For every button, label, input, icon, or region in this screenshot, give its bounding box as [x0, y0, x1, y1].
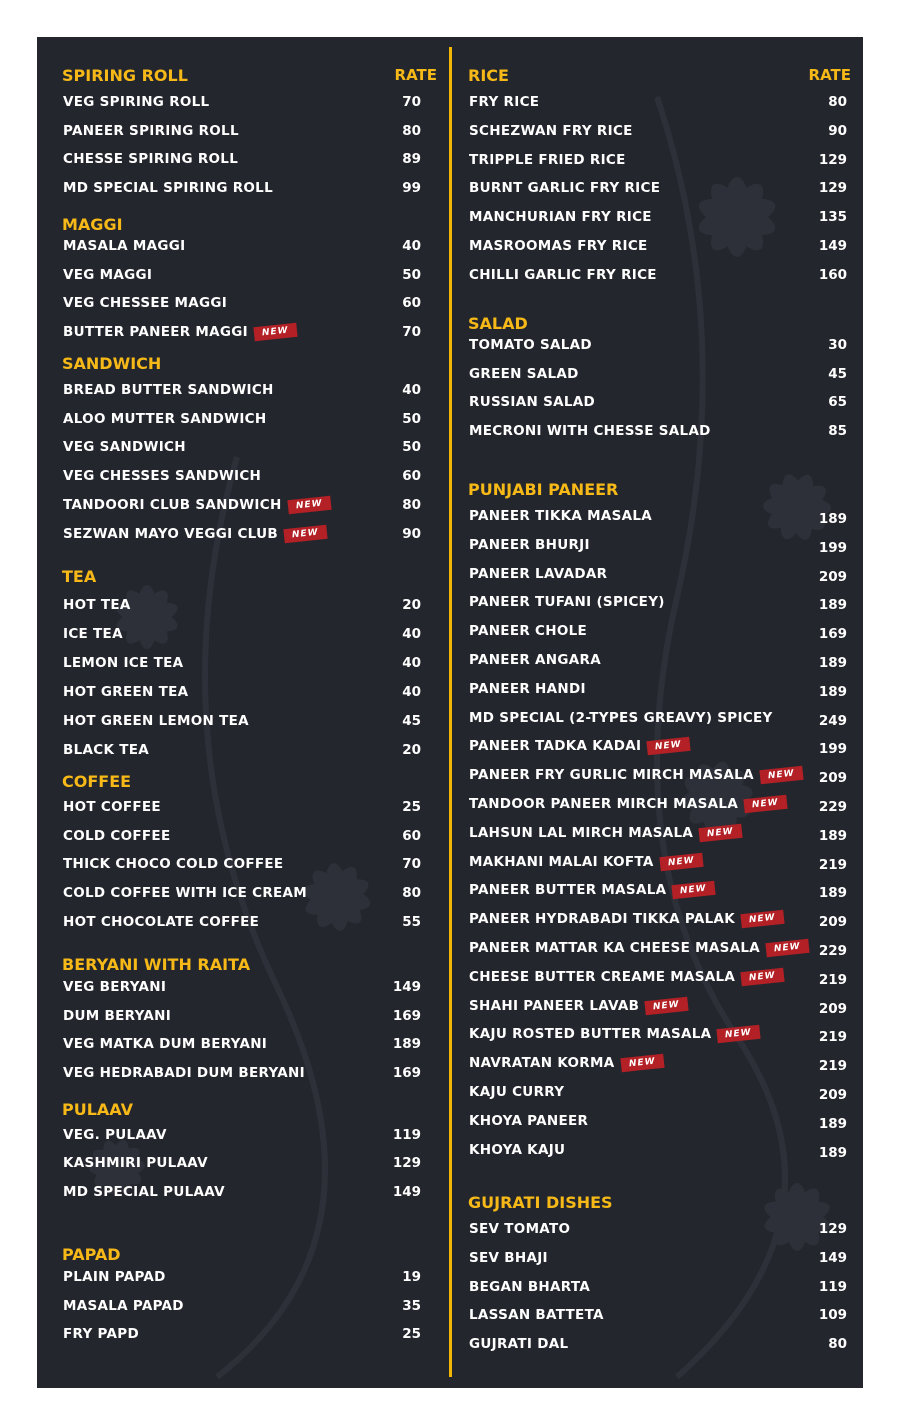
menu-item-name: FRY RICE	[469, 94, 540, 110]
rate-header: RATE	[808, 66, 851, 84]
menu-item-price: 229	[818, 943, 847, 959]
menu-item-price: 60	[402, 295, 421, 312]
menu-item-name: MD SPECIAL PULAAV	[63, 1183, 225, 1200]
menu-item-name: VEG SANDWICH	[63, 439, 186, 456]
menu-item-name: VEG HEDRABADI DUM BERYANI	[63, 1065, 305, 1082]
menu-item-name: LEMON ICE TEA	[63, 655, 184, 671]
menu-item-name: PANEER SPIRING ROLL	[63, 122, 239, 139]
menu-item-price: 119	[818, 1278, 847, 1295]
menu-item-name: ALOO MUTTER SANDWICH	[63, 410, 267, 427]
menu-item-name: GREEN SALAD	[469, 365, 579, 382]
menu-item-price: 90	[828, 122, 847, 139]
menu-item-name: BEGAN BHARTA	[469, 1278, 591, 1295]
menu-item-price: 60	[402, 827, 421, 844]
new-badge: NEW	[699, 824, 743, 842]
menu-item-price: 160	[818, 266, 847, 283]
menu-item-price: 80	[828, 1336, 847, 1353]
menu-item-name: PANEER TUFANI (SPICEY)	[469, 594, 665, 611]
menu-item-name: SEZWAN MAYO VEGGI CLUB NEW	[63, 526, 327, 542]
menu-item-price: 219	[818, 1029, 847, 1046]
menu-item-price: 35	[402, 1297, 421, 1314]
menu-item-name: DUM BERYANI	[63, 1007, 172, 1024]
menu-item-name: PANEER HYDRABADI TIKKA PALAK NEW	[469, 911, 784, 927]
menu-item-name: KHOYA PANEER	[469, 1112, 589, 1129]
menu-item-price: 80	[828, 94, 847, 110]
menu-item-name: HOT CHOCOLATE COFFEE	[63, 913, 260, 930]
menu-item-price: 189	[818, 683, 847, 700]
rate-header: RATE	[394, 66, 437, 84]
new-badge: NEW	[741, 968, 785, 986]
section-title-beryani: BERYANI WITH RAITA	[62, 955, 251, 974]
menu-item-price: 219	[818, 971, 847, 988]
menu-item-price: 40	[402, 626, 421, 642]
menu-item-name: KASHMIRI PULAAV	[63, 1155, 208, 1172]
menu-item-price: 40	[402, 238, 421, 254]
section-title-pulaav: PULAAV	[62, 1100, 133, 1119]
menu-item-name: SEV TOMATO	[469, 1221, 571, 1237]
menu-item-price: 20	[402, 597, 421, 613]
menu-item-name: SCHEZWAN FRY RICE	[469, 122, 633, 139]
menu-item-name: MASALA MAGGI	[63, 238, 186, 254]
section-title-tea: TEA	[62, 567, 97, 586]
section-title-rice: RICE	[468, 66, 509, 85]
section-title-salad: SALAD	[468, 314, 528, 333]
menu-item-name: MD SPECIAL SPIRING ROLL	[63, 180, 273, 197]
menu-item-price: 45	[828, 365, 847, 382]
menu-item-name: TOMATO SALAD	[469, 337, 592, 353]
menu-item-name: COLD COFFEE	[63, 827, 171, 844]
section-title-punjabi: PUNJABI PANEER	[468, 480, 619, 499]
menu-item-name: VEG. PULAAV	[63, 1127, 167, 1143]
menu-item-name: ICE TEA	[63, 626, 123, 642]
menu-item-price: 189	[818, 885, 847, 902]
menu-item-price: 149	[392, 1183, 421, 1200]
new-badge: NEW	[717, 1025, 761, 1043]
menu-item-name: MASALA PAPAD	[63, 1297, 184, 1314]
menu-item-name: PANEER MATTAR KA CHEESE MASALA NEW	[469, 940, 809, 956]
menu-item-price: 25	[402, 1326, 421, 1342]
menu-item-price: 149	[818, 238, 847, 254]
menu-item-name: TRIPPLE FRIED RICE	[469, 151, 626, 168]
menu-item-name: SHAHI PANEER LAVAB NEW	[469, 998, 688, 1014]
menu-item-name: VEG MAGGI	[63, 266, 153, 283]
new-badge: NEW	[645, 996, 689, 1014]
section-title-spiring-roll: SPIRING ROLL	[62, 66, 188, 85]
menu-item-price: 209	[818, 770, 847, 787]
menu-item-price: 209	[818, 1000, 847, 1017]
menu-item-name: PANEER CHOLE	[469, 623, 588, 640]
new-badge: NEW	[283, 524, 327, 542]
section-title-sandwich: SANDWICH	[62, 354, 162, 373]
menu-item-price: 219	[818, 1058, 847, 1075]
menu-item-price: 70	[402, 856, 421, 873]
menu-item-name: MANCHURIAN FRY RICE	[469, 209, 652, 226]
menu-item-price: 129	[818, 151, 847, 168]
menu-item-price: 149	[818, 1249, 847, 1266]
menu-item-price: 55	[402, 913, 421, 930]
menu-item-price: 40	[402, 684, 421, 700]
menu-item-name: NAVRATAN KORMA NEW	[469, 1055, 663, 1071]
new-badge: NEW	[253, 323, 297, 341]
new-badge: NEW	[647, 737, 691, 755]
menu-item-price: 129	[818, 1221, 847, 1237]
menu-item-name: PANEER BHURJI	[469, 536, 590, 553]
menu-item-price: 30	[828, 337, 847, 353]
menu-item-name: CHEESE BUTTER CREAME MASALA NEW	[469, 969, 784, 985]
menu-item-name: FRY PAPD	[63, 1326, 139, 1342]
menu-item-name: HOT COFFEE	[63, 799, 161, 815]
menu-item-price: 80	[402, 122, 421, 139]
menu-item-name: VEG SPIRING ROLL	[63, 94, 210, 110]
menu-item-price: 199	[818, 741, 847, 758]
menu-item-name: PANEER TADKA KADAI NEW	[469, 738, 690, 754]
menu-item-price: 189	[818, 1144, 847, 1161]
menu-item-name: PANEER LAVADAR	[469, 565, 608, 582]
menu-item-price: 189	[818, 827, 847, 844]
menu-item-price: 99	[402, 180, 421, 197]
menu-item-price: 20	[402, 742, 421, 758]
menu-item-name: KAJU CURRY	[469, 1084, 565, 1100]
menu-item-price: 60	[402, 468, 421, 485]
menu-item-name: MD SPECIAL (2-TYPES GREAVY) SPICEY	[469, 709, 773, 726]
new-badge: NEW	[672, 881, 716, 899]
menu-item-price: 229	[818, 799, 847, 815]
menu-item-price: 85	[828, 423, 847, 440]
menu-item-name: BURNT GARLIC FRY RICE	[469, 180, 661, 197]
menu-item-price: 50	[402, 439, 421, 456]
column-divider	[449, 47, 452, 1377]
menu-item-price: 129	[818, 180, 847, 197]
menu-item-price: 90	[402, 525, 421, 542]
new-badge: NEW	[759, 766, 803, 784]
menu-item-name: VEG CHESSEE MAGGI	[63, 295, 228, 312]
menu-item-price: 169	[392, 1065, 421, 1082]
menu-item-price: 209	[818, 568, 847, 585]
menu-item-name: VEG MATKA DUM BERYANI	[63, 1036, 268, 1053]
section-title-papad: PAPAD	[62, 1245, 121, 1264]
menu-item-price: 129	[392, 1155, 421, 1172]
menu-item-price: 40	[402, 382, 421, 398]
menu-item-name: MASROOMAS FRY RICE	[469, 238, 648, 254]
menu-item-price: 169	[818, 626, 847, 643]
new-badge: NEW	[620, 1054, 664, 1072]
menu-item-price: 189	[818, 1115, 847, 1132]
menu-item-name: PANEER TIKKA MASALA	[469, 508, 653, 524]
menu-item-price: 70	[402, 324, 421, 341]
menu-item-price: 45	[402, 713, 421, 729]
new-badge: NEW	[287, 496, 331, 514]
menu-item-name: THICK CHOCO COLD COFFEE	[63, 856, 284, 873]
menu-item-name: HOT TEA	[63, 597, 131, 613]
menu-item-name: GUJRATI DAL	[469, 1336, 569, 1353]
menu-item-price: 249	[818, 712, 847, 729]
new-badge: NEW	[659, 852, 703, 870]
menu-item-name: LAHSUN LAL MIRCH MASALA NEW	[469, 825, 742, 841]
section-title-coffee: COFFEE	[62, 772, 132, 791]
menu-item-price: 135	[818, 209, 847, 226]
menu-item-name: KHOYA KAJU	[469, 1141, 566, 1158]
menu-item-name: LASSAN BATTETA	[469, 1307, 604, 1324]
menu-item-price: 80	[402, 496, 421, 513]
menu-item-name: PANEER HANDI	[469, 680, 586, 697]
menu-item-name: PLAIN PAPAD	[63, 1269, 166, 1285]
menu-item-name: TANDOORI CLUB SANDWICH NEW	[63, 497, 330, 513]
menu-item-name: TANDOOR PANEER MIRCH MASALA NEW	[469, 796, 787, 812]
menu-item-name: VEG BERYANI	[63, 979, 167, 995]
menu-item-price: 50	[402, 410, 421, 427]
menu-item-name: BUTTER PANEER MAGGI NEW	[63, 324, 297, 340]
new-badge: NEW	[740, 910, 784, 928]
menu-item-price: 65	[828, 394, 847, 411]
menu-item-price: 199	[818, 539, 847, 556]
menu-item-name: PANEER BUTTER MASALA NEW	[469, 882, 715, 898]
menu-item-price: 119	[392, 1127, 421, 1143]
menu-item-price: 189	[818, 511, 847, 527]
section-title-gujrati: GUJRATI DISHES	[468, 1193, 613, 1212]
menu-item-price: 50	[402, 266, 421, 283]
menu-item-price: 19	[402, 1269, 421, 1285]
menu-item-price: 40	[402, 655, 421, 671]
menu-item-name: HOT GREEN TEA	[63, 684, 189, 700]
menu-item-name: PANEER FRY GURLIC MIRCH MASALA NEW	[469, 767, 802, 783]
menu-item-price: 189	[818, 655, 847, 671]
menu-board	[37, 37, 863, 1388]
menu-item-price: 25	[402, 799, 421, 815]
menu-item-price: 209	[818, 914, 847, 931]
menu-item-name: MAKHANI MALAI KOFTA NEW	[469, 854, 702, 870]
menu-item-name: BLACK TEA	[63, 742, 149, 758]
menu-item-name: VEG CHESSES SANDWICH	[63, 468, 262, 485]
menu-item-price: 109	[818, 1307, 847, 1324]
menu-item-name: KAJU ROSTED BUTTER MASALA NEW	[469, 1026, 760, 1042]
menu-item-price: 189	[818, 597, 847, 614]
menu-item-price: 80	[402, 885, 421, 902]
menu-item-price: 189	[392, 1036, 421, 1053]
menu-item-price: 149	[392, 979, 421, 995]
section-title-maggi: MAGGI	[62, 215, 123, 234]
menu-item-price: 89	[402, 151, 421, 168]
menu-item-name: MECRONI WITH CHESSE SALAD	[469, 423, 711, 440]
menu-item-name: COLD COFFEE WITH ICE CREAM	[63, 885, 308, 902]
menu-item-price: 219	[818, 856, 847, 873]
menu-item-name: CHILLI GARLIC FRY RICE	[469, 266, 657, 283]
new-badge: NEW	[743, 795, 787, 813]
menu-item-name: HOT GREEN LEMON TEA	[63, 713, 249, 729]
menu-item-name: PANEER ANGARA	[469, 652, 601, 668]
menu-item-price: 209	[818, 1087, 847, 1103]
menu-item-name: BREAD BUTTER SANDWICH	[63, 382, 274, 398]
menu-item-name: RUSSIAN SALAD	[469, 394, 595, 411]
menu-item-name: CHESSE SPIRING ROLL	[63, 151, 239, 168]
menu-item-price: 70	[402, 94, 421, 110]
menu-item-name: SEV BHAJI	[469, 1249, 548, 1266]
menu-item-price: 169	[392, 1007, 421, 1024]
new-badge: NEW	[765, 939, 809, 957]
